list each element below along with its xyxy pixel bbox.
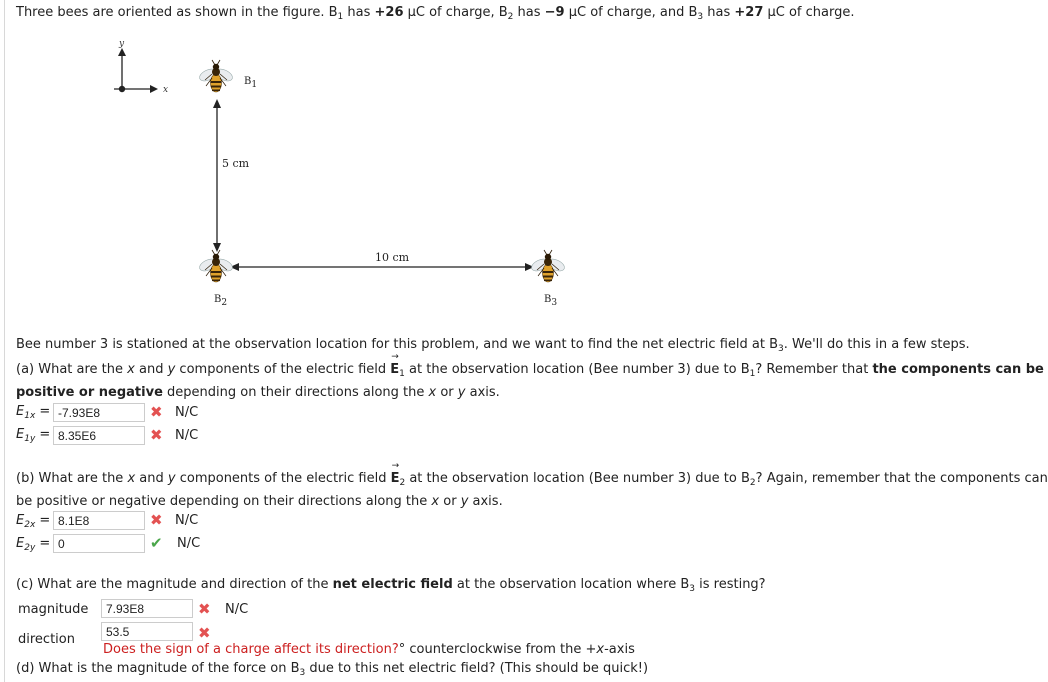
- direction-hint: Does the sign of a charge affect its direction?° counterclockwise from the +x-axis: [103, 642, 635, 657]
- e2y-correct-icon: ✔: [150, 534, 163, 552]
- e2x-unit: N/C: [175, 513, 199, 528]
- e1y-wrong-icon: ✖: [150, 426, 163, 444]
- x-axis-label: x: [163, 85, 169, 95]
- vertical-arrow-up: [213, 99, 221, 108]
- magnitude-label: magnitude: [18, 602, 89, 617]
- e2x-label: $E_{2x}$ =: [16, 513, 51, 530]
- e1y-label: $E_{1y}$ =: [16, 427, 51, 444]
- bee-b3-label: $B_3$: [544, 294, 558, 308]
- e2y-unit: N/C: [177, 536, 201, 551]
- y-axis-label: y: [119, 39, 125, 49]
- part-c-question: (c) What are the magnitude and direction of the net electric field at the observation location where $B_3$ is resting?: [16, 577, 766, 594]
- direction-input[interactable]: 53.5: [101, 622, 193, 641]
- bee-b2-label: $B_2$: [214, 294, 228, 308]
- magnitude-input[interactable]: 7.93E8: [101, 599, 193, 618]
- e2y-input[interactable]: 0: [53, 534, 145, 553]
- y-axis-arrow: [118, 48, 126, 56]
- axis-origin: [119, 86, 125, 92]
- part-a-question-line2: positive or negative depending on their directions along the x or y axis.: [16, 385, 500, 400]
- e1x-label: $E_{1x}$ =: [16, 404, 51, 421]
- bee-b3-icon: [530, 250, 567, 282]
- part-d-question: (d) What is the magnitude of the force on $B_3$ due to this net electric field? (This should be quick!): [16, 661, 649, 678]
- bee-b1-label: $B_1$: [244, 76, 258, 90]
- e2x-wrong-icon: ✖: [150, 511, 163, 529]
- part-b-question-line2: be positive or negative depending on their directions along the x or y axis.: [16, 494, 503, 509]
- bee-b1-icon: [198, 60, 235, 92]
- e1x-input[interactable]: -7.93E8: [53, 403, 145, 422]
- direction-wrong-icon: ✖: [198, 624, 211, 642]
- e1y-input[interactable]: 8.35E6: [53, 426, 145, 445]
- part-b-question-line1: (b) What are the x and y components of the electric field → $E_2$ at the observation location (Bee number 3) due to $B_2$? Again, remember that the components can: [16, 471, 1048, 488]
- e1x-unit: N/C: [175, 405, 199, 420]
- x-axis-arrow: [150, 85, 158, 93]
- bee-b2-icon: [198, 250, 235, 282]
- e2y-label: $E_{2y}$ =: [16, 536, 51, 553]
- part-a-question-line1: (a) What are the x and y components of the electric field → $E_1$ at the observation location (Bee number 3) due to $B_1$? Remember that the components can be: [16, 362, 1044, 379]
- intro-text: Three bees are oriented as shown in the figure. $B_1$ has +26 μC of charge, $B_2$ has −9 μC of charge, and $B_3$ has +27 μC of charge.: [16, 5, 855, 22]
- distance-10cm-label: 10 cm: [375, 251, 410, 264]
- distance-5cm-label: 5 cm: [222, 157, 250, 170]
- direction-label: direction: [18, 632, 75, 647]
- e1x-wrong-icon: ✖: [150, 403, 163, 421]
- setup-text: Bee number 3 is stationed at the observation location for this problem, and we want to find the net electric field at $B_3$. We'll do this in a few steps.: [16, 337, 970, 354]
- e1y-unit: N/C: [175, 428, 199, 443]
- magnitude-wrong-icon: ✖: [198, 600, 211, 618]
- bee-figure: [0, 0, 1024, 330]
- e2x-input[interactable]: 8.1E8: [53, 511, 145, 530]
- magnitude-unit: N/C: [225, 602, 249, 617]
